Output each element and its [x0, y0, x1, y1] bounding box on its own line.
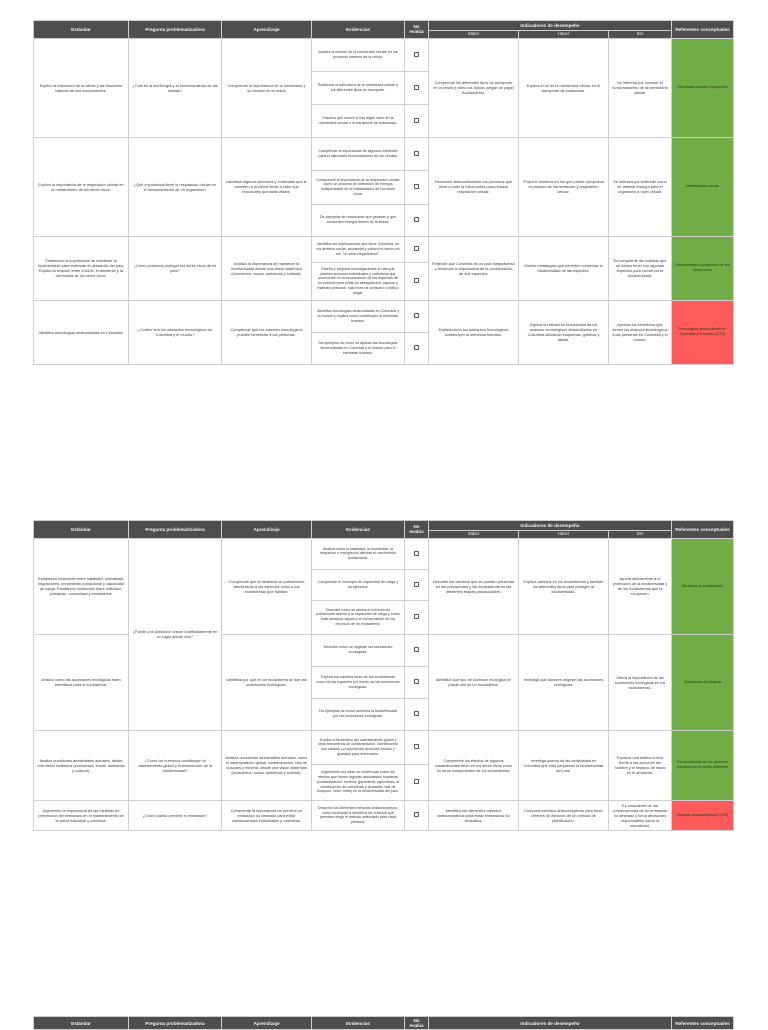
no-evalua-cell[interactable]	[405, 104, 429, 137]
cell-hacer: Compara métodos anticonceptivos para tener criterios de elección de un método de planificación.	[519, 800, 609, 830]
cell-aprendizaje: Comprende que los avances tecnológicos pueden beneficiar a las personas.	[222, 300, 312, 364]
cell-referente: Metabolismo celular	[672, 137, 734, 236]
header-ser: Ser	[609, 531, 672, 539]
cell-hacer: Investiga acerca de las actividades en Colombia que más perjudican la biodiversidad del país.	[519, 730, 609, 800]
no-evalua-cell[interactable]	[405, 137, 429, 170]
cell-saber: Reconoce adecuadamente los procesos que tiene a cabo la mitocondria para realizar respiración celular.	[429, 137, 519, 236]
header-no-evalua: No evalúa	[405, 21, 429, 39]
header-no-evalua: No evalúa	[405, 521, 429, 539]
no-evalua-cell[interactable]	[405, 634, 429, 666]
cell-ser: Valora la importancia de las sucesiones ecológicas en los ecosistemas.	[609, 634, 672, 730]
checkbox-icon[interactable]	[414, 52, 419, 57]
cell-evidencia: Comprende el concepto de capacidad de carga y da ejemplos.	[312, 569, 405, 600]
cell-hacer: Explica la utilidad en la sociedad de los avances tecnológicos desarrollados en Colombia utilizando esquemas, gráficos y tablas.	[519, 300, 609, 364]
cell-hacer: Diseña estrategias que permiten conservar la biodiversidad de las especies.	[519, 236, 609, 300]
cell-evidencia: Explica los cambios tanto de los ecosistemas como de las especies por medio de las sucesiones ecológicas.	[312, 666, 405, 698]
checkbox-icon[interactable]	[414, 278, 419, 283]
checkbox-icon[interactable]	[414, 217, 419, 222]
cell-aprendizaje: Analiza cuestiones ambientales actuales, como el calentamiento global, contaminación, tala de bosques y minería, desde una visión sistémica (económica, social, ambiental y cultural).	[222, 730, 312, 800]
cell-saber: Entiende que Colombia es un país megadiverso y reconoce la importancia de la conservación de sus especies.	[429, 236, 519, 300]
cell-evidencia: Describe cómo se originan las sucesiones ecológicas.	[312, 634, 405, 666]
header-evidencias: Evidencias	[312, 521, 405, 539]
cell-pregunta: ¿Qué importancia tiene la respiración celular en el funcionamiento de un organismo?	[129, 137, 222, 236]
header-estandar: Estándar	[34, 521, 129, 539]
cell-aprendizaje: Comprende la importancia de la membrana y su función en la célula	[222, 38, 312, 137]
cell-estandar: Explico la importancia de la respiración celular en el metabolismo de los seres vivos.	[34, 137, 129, 236]
cell-pregunta: ¿Cuáles son los adelantos tecnológicos de Colombia y el mundo?	[129, 300, 222, 364]
header-referentes: Referentes conceptuales	[672, 1017, 734, 1030]
cell-ser: Se interesa por conocer el funcionamiento de la membrana celular.	[609, 38, 672, 137]
checkbox-icon[interactable]	[414, 711, 419, 716]
header-saber: Saber	[429, 531, 519, 539]
cell-referente: Métodos anticonceptivos (CTS)	[672, 800, 734, 830]
cell-hacer: Explica cambios en los ecosistemas y también los diferentes tipos para proteger la biodiversidad.	[519, 538, 609, 634]
header-aprendizaje: Aprendizaje	[222, 521, 312, 539]
header-pregunta: Pregunta problematizadora	[129, 521, 222, 539]
header-saber: Saber	[429, 31, 519, 39]
header-referentes: Referentes conceptuales	[672, 21, 734, 39]
cell-aprendizaje: Analiza la importancia de mantener la biodiversidad desde una visión sistémica (económica, social, ambiental y cultural).	[222, 236, 312, 300]
header-pregunta: Pregunta problematizadora	[129, 21, 222, 39]
no-evalua-cell[interactable]	[405, 800, 429, 830]
no-evalua-cell[interactable]	[405, 204, 429, 236]
cell-estandar: Analizo cómo las sucesiones ecológicas traen beneficios para el ecosistema.	[34, 634, 129, 730]
header-aprendizaje: Aprendizaje	[222, 1017, 312, 1030]
checkbox-icon[interactable]	[414, 582, 419, 587]
cell-hacer: Investiga qué factores originan las sucesiones ecológicas.	[519, 634, 609, 730]
cell-pregunta: ¿Cómo los humanos contribuyen al calentamiento global y la disminución de la biodiversidad?	[129, 730, 222, 800]
no-evalua-cell[interactable]	[405, 600, 429, 634]
curriculum-table-3	[33, 1016, 733, 1030]
no-evalua-cell[interactable]	[405, 170, 429, 204]
cell-saber: Identifica los diferentes métodos anticonceptivos para evitar embarazos no deseados.	[429, 800, 519, 830]
checkbox-icon[interactable]	[414, 118, 419, 123]
cell-evidencia: Relaciona la estructura de la membrana celular y los diferentes tipos de transporte.	[312, 71, 405, 104]
cell-evidencia: Analiza la función de la membrana celular en los procesos internos de la célula.	[312, 38, 405, 71]
cell-referente: Consecuencias de las acciones humanas en el medio ambiente	[672, 730, 734, 800]
header-indicadores: Indicadores de desempeño	[429, 1017, 672, 1030]
cell-aprendizaje: Identifica algunos procesos y moléculas que le permiten a la célula llevar a cabo sus reacciones químicas vitales.	[222, 137, 312, 236]
header-estandar: Estándar	[34, 1017, 129, 1030]
cell-saber: Comprende los efectos de algunos contaminantes tanto en los seres vivos como en otros componentes de los ecosistemas.	[429, 730, 519, 800]
cell-evidencia: Da ejemplos de reacciones que generan y que consumen energía dentro de la célula.	[312, 204, 405, 236]
checkbox-icon[interactable]	[414, 151, 419, 156]
cell-estandar: Establezco relaciones entre natalidad, mortalidad, migraciones, crecimiento poblacional y capacidad de carga. Establezco relaciones entre individuo, población, comunidad y ecosistema.	[34, 538, 129, 634]
no-evalua-cell[interactable]	[405, 332, 429, 364]
checkbox-icon[interactable]	[414, 246, 419, 251]
cell-evidencia: Diseña y propone investigaciones en las que plantea acciones individuales y colectivas que promueven el reconocimiento de las especies de su entorno para evitar su desaparición, captura y maltrato personal, casi línea de consumo o tráfico ilegal.	[312, 262, 405, 300]
header-ser: Ser	[609, 31, 672, 39]
header-indicadores: Indicadores de desempeño	[429, 521, 672, 531]
cell-saber: Describe los cambios que se pueden presentar en las poblaciones y los ecosistemas en las diferentes etapas poblacionales.	[429, 538, 519, 634]
cell-evidencia: Explica el fenómeno del calentamiento global y otros fenómenos de contaminación. Identificando sus causas y proponiendo acciones locales y globales para enfrentarlo.	[312, 730, 405, 764]
no-evalua-cell[interactable]	[405, 730, 429, 764]
cell-pregunta: ¿Cómo puedo prevenir el embarazo?	[129, 800, 222, 830]
checkbox-icon[interactable]	[414, 85, 419, 90]
checkbox-icon[interactable]	[414, 744, 419, 749]
header-evidencias: Evidencias	[312, 1017, 405, 1030]
cell-evidencia: Da ejemplos de cómo aumenta la biodiversidad por las sucesiones ecológicas.	[312, 698, 405, 730]
cell-estandar: Establezco la importancia de mantener la biodiversidad para estimular el desarrollo del país. Explico la relación entre el ADN, el ambiente y la diversidad de los seres vivos.	[34, 236, 129, 300]
cell-referente: Biodiversidad y protección de los seres vivos	[672, 236, 734, 300]
header-no-evalua: No evalúa	[405, 1017, 429, 1030]
no-evalua-cell[interactable]	[405, 764, 429, 800]
cell-ser: Aprecia los beneficios que tienen los avances tecnológicos a las personas en Colombia y el mundo.	[609, 300, 672, 364]
header-evidencias: Evidencias	[312, 21, 405, 39]
cell-saber: Identifica qué tipo de sucesión ecológica se puede dar en un ecosistema.	[429, 634, 519, 730]
cell-evidencia: Comprende la importancia de la respiración celular como un proceso de obtención de energía indispensable en el metabolismo de los seres vivos.	[312, 170, 405, 204]
cell-evidencia: Identifica tecnologías desarrolladas en Colombia y el mundo y explica cómo contribuyen al bienestar humano.	[312, 300, 405, 332]
header-aprendizaje: Aprendizaje	[222, 21, 312, 39]
no-evalua-cell[interactable]	[405, 38, 429, 71]
no-evalua-cell[interactable]	[405, 538, 429, 569]
cell-aprendizaje: Comprende la importancia de prevenir un embarazo no deseado para evitar consecuencias individuales y colectivas.	[222, 800, 312, 830]
checkbox-icon[interactable]	[414, 345, 419, 350]
cell-referente: Dinámica de poblaciones	[672, 538, 734, 634]
cell-referente: Tecnologías desarrolladas en Colombia y el mundo (CTS)	[672, 300, 734, 364]
cell-evidencia: Argumenta con base en evidencias sobre los efectos que tienen algunas actividades humanas (contaminación, minería, ganadería, agricultura, la construcción de carreteras y ciudades, tala de bosques, entre otras) en la biodiversidad del país.	[312, 764, 405, 800]
no-evalua-cell[interactable]	[405, 71, 429, 104]
no-evalua-cell[interactable]	[405, 300, 429, 332]
header-hacer: Hacer	[519, 531, 609, 539]
header-indicadores: Indicadores de desempeño	[429, 21, 672, 31]
checkbox-icon[interactable]	[414, 614, 419, 619]
cell-evidencia: Practica qué ocurre si hay algún daño en la membrana celular o el transporte de sustancias.	[312, 104, 405, 137]
header-pregunta: Pregunta problematizadora	[129, 1017, 222, 1030]
cell-ser: Se interesa por entender cómo se obtiene energía para el organismo a nivel celular.	[609, 137, 672, 236]
cell-referente: Membrana celular y transporte	[672, 38, 734, 137]
cell-ser: Expresa una actitud crítica frente a las acciones del hombre y el impacto de estas en el ambiente.	[609, 730, 672, 800]
checkbox-icon[interactable]	[414, 184, 419, 189]
no-evalua-cell[interactable]	[405, 666, 429, 698]
cell-hacer: Explica el rol de la membrana celular en el transporte de sustancias.	[519, 38, 609, 137]
no-evalua-cell[interactable]	[405, 236, 429, 262]
cell-aprendizaje: Identifica por qué en un ecosistema se dan las sucesiones ecológicas.	[222, 634, 312, 730]
cell-ser: Aporta activamente a la protección de la biodiversidad y de los ecosistemas que la componen.	[609, 538, 672, 634]
checkbox-icon[interactable]	[414, 679, 419, 684]
cell-saber: Explica cómo los adelantos tecnológicos contribuyen al bienestar humano.	[429, 300, 519, 364]
no-evalua-cell[interactable]	[405, 569, 429, 600]
checkbox-icon[interactable]	[414, 551, 419, 556]
cell-referente: Sucesiones Ecológicas	[672, 634, 734, 730]
cell-evidencia: Describe los diferentes métodos anticonceptivos, cómo funcionan e identifica los criterios que permiten elegir el método adecuado para cada persona.	[312, 800, 405, 830]
checkbox-icon[interactable]	[414, 779, 419, 784]
cell-estandar: Analizo cuestiones ambientales actuales, desde una visión sistémica (económica, social, ambiental y cultural).	[34, 730, 129, 800]
cell-pregunta: ¿Cómo podemos proteger los seres vivos de mi país?	[129, 236, 222, 300]
cell-evidencia: Describe cómo se afecta el crecimiento poblacional debido a la capacidad de carga y cómo está situación ayuda a la conservación de los recursos de un ecosistema.	[312, 600, 405, 634]
checkbox-icon[interactable]	[414, 313, 419, 318]
cell-evidencia: Da ejemplos de cómo se aplican las tecnologías desarrolladas en Colombia y el mundo para el bienestar humano.	[312, 332, 405, 364]
cell-saber: Comprende los diferentes tipos de transporte en la célula y cómo los lípidos juegan un papel fundamental.	[429, 38, 519, 137]
cell-estandar: Identifico tecnologías desarrolladas en Colombia.	[34, 300, 129, 364]
cell-ser: Es consciente de las consecuencias de un embarazo no deseado y toma decisiones responsables sobre la sexualidad.	[609, 800, 672, 830]
header-referentes: Referentes conceptuales	[672, 521, 734, 539]
cell-evidencia: Comprende la importancia de algunos nutrientes para el adecuado funcionamiento de las células.	[312, 137, 405, 170]
cell-estandar: Explico la estructura de la célula y las funciones básicas de sus componentes.	[34, 38, 129, 137]
cell-aprendizaje: Comprende que la dinámica de poblaciones afecta tanto a las especies como a los ecosistemas que habitan.	[222, 538, 312, 634]
header-hacer: Hacer	[519, 31, 609, 39]
cell-pregunta: ¿Cuál es la morfología y el funcionamiento de las células?	[129, 38, 222, 137]
curriculum-table-2	[33, 520, 733, 831]
cell-hacer: Propone modelos en los que puede comprobar el proceso de fermentación y respiración celular.	[519, 137, 609, 236]
curriculum-table-1	[33, 20, 733, 365]
cell-ser: Es consciente del cuidado que se deben tener con algunas especies para conservar la biodiversidad.	[609, 236, 672, 300]
no-evalua-cell[interactable]	[405, 698, 429, 730]
header-estandar: Estándar	[34, 21, 129, 39]
cell-pregunta: ¿Puede una población crecer indefinidamente en un lugar donde vive?	[129, 538, 222, 730]
checkbox-icon[interactable]	[414, 647, 419, 652]
cell-evidencia: Analiza cómo la natalidad, la mortalidad, la migración e inmigración afectan el crecimiento poblacional.	[312, 538, 405, 569]
checkbox-icon[interactable]	[414, 812, 419, 817]
cell-estandar: Argumento la importancia de las medidas de prevención del embarazo en el mantenimiento de la salud individual y colectiva.	[34, 800, 129, 830]
no-evalua-cell[interactable]	[405, 262, 429, 300]
cell-evidencia: Identifica las implicaciones que tiene Colombia, en los ámbitos social, ambiental y cultural el hecho de ser "un país megadiverso".	[312, 236, 405, 262]
